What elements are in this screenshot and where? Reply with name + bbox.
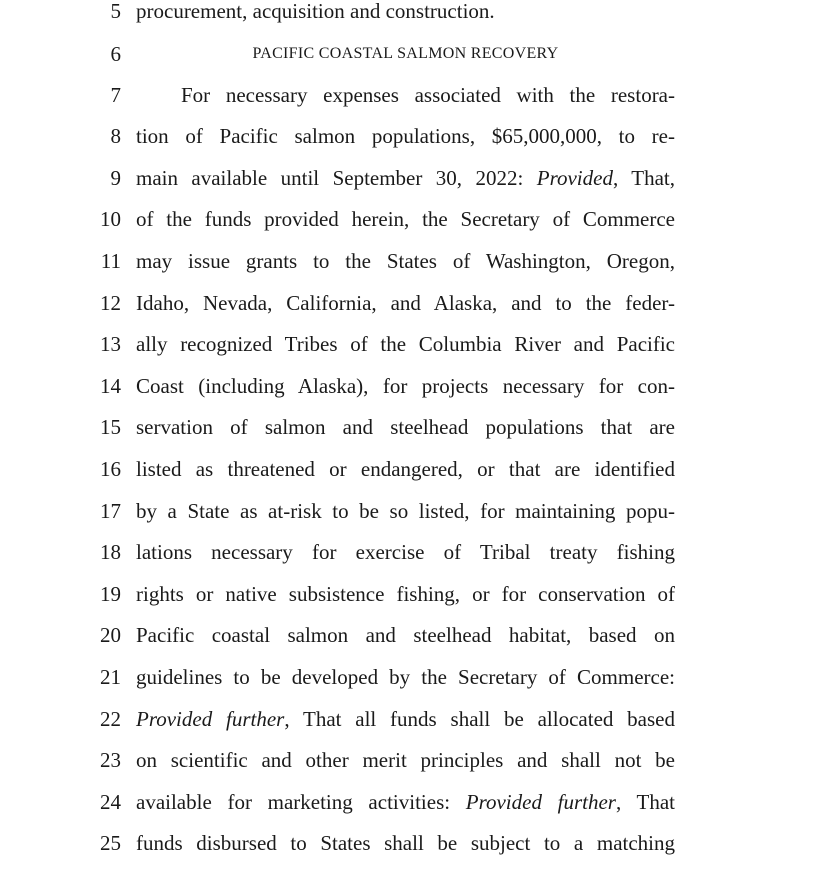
bill-line (0, 288, 829, 318)
bill-line (0, 828, 829, 858)
line-text (136, 704, 675, 734)
line-number: 11 (100, 249, 121, 273)
line-text-part: , That (615, 790, 676, 814)
bill-line (0, 371, 829, 401)
line-text: Pacific coastal salmon and steelhead habitat, based on (136, 623, 675, 647)
line-text: procurement, acquisition and construction. (136, 0, 495, 23)
bill-line (0, 620, 829, 650)
line-text: of the funds provided herein, the Secretary of Commerce (136, 207, 675, 231)
line-number: 21 (100, 665, 121, 689)
bill-line (0, 579, 829, 609)
bill-line (0, 454, 829, 484)
line-number: 13 (100, 332, 121, 356)
italic-term: Provided further (136, 707, 285, 731)
line-number: 16 (100, 457, 121, 481)
line-text: guidelines to be developed by the Secretary of Commerce: (136, 665, 675, 689)
line-text: ally recognized Tribes of the Columbia River and Pacific (136, 332, 675, 356)
line-number: 25 (100, 831, 121, 855)
line-text: funds disbursed to States shall be subject to a matching (136, 831, 675, 855)
line-text-part: , That all funds shall be allocated based (284, 707, 675, 731)
line-number: 22 (100, 707, 121, 731)
line-text-part: main available until September 30, 2022: (136, 166, 537, 190)
bill-line (0, 329, 829, 359)
bill-line (0, 39, 829, 69)
line-text: Idaho, Nevada, California, and Alaska, and to the feder- (136, 291, 675, 315)
line-text: tion of Pacific salmon populations, $65,000,000, to re- (136, 124, 675, 148)
line-text: may issue grants to the States of Washington, Oregon, (136, 249, 675, 273)
bill-line (0, 204, 829, 234)
bill-line (0, 662, 829, 692)
bill-line (0, 745, 829, 775)
bill-line (0, 80, 829, 110)
line-text-part: , That, (612, 166, 676, 190)
line-number: 20 (100, 623, 121, 647)
line-text: rights or native subsistence fishing, or for conservation of (136, 582, 675, 606)
line-number: 17 (100, 499, 121, 523)
bill-line (0, 163, 829, 193)
bill-line (0, 0, 829, 26)
line-number: 15 (100, 415, 121, 439)
line-number: 10 (100, 207, 121, 231)
bill-line (0, 787, 829, 817)
line-text (136, 163, 675, 193)
line-number: 8 (110, 124, 121, 148)
line-number: 19 (100, 582, 121, 606)
line-text: lations necessary for exercise of Tribal treaty fishing (136, 540, 675, 564)
italic-term: Provided further (465, 790, 616, 814)
line-number: 14 (100, 374, 121, 398)
italic-term: Provided (536, 166, 613, 190)
line-number: 12 (100, 291, 121, 315)
bill-line (0, 704, 829, 734)
bill-line (0, 246, 829, 276)
line-number: 5 (110, 0, 121, 23)
line-number: 7 (110, 83, 121, 107)
section-heading: PACIFIC COASTAL SALMON RECOVERY (252, 45, 559, 62)
line-text (136, 787, 675, 817)
bill-line (0, 412, 829, 442)
line-number: 18 (100, 540, 121, 564)
line-text: For necessary expenses associated with the restora- (181, 83, 675, 107)
line-text: listed as threatened or endangered, or that are identified (136, 457, 675, 481)
line-text-part: available for marketing activities: (136, 790, 466, 814)
line-text: by a State as at-risk to be so listed, for maintaining popu- (136, 499, 675, 523)
line-text: servation of salmon and steelhead populations that are (136, 415, 675, 439)
bill-line (0, 496, 829, 526)
line-number: 23 (100, 748, 121, 772)
bill-line (0, 121, 829, 151)
line-number: 6 (110, 42, 121, 66)
line-text: on scientific and other merit principles and shall not be (136, 748, 675, 772)
line-number: 9 (110, 166, 121, 190)
line-number: 24 (100, 790, 121, 814)
line-text: Coast (including Alaska), for projects necessary for con- (136, 374, 675, 398)
bill-line (0, 537, 829, 567)
